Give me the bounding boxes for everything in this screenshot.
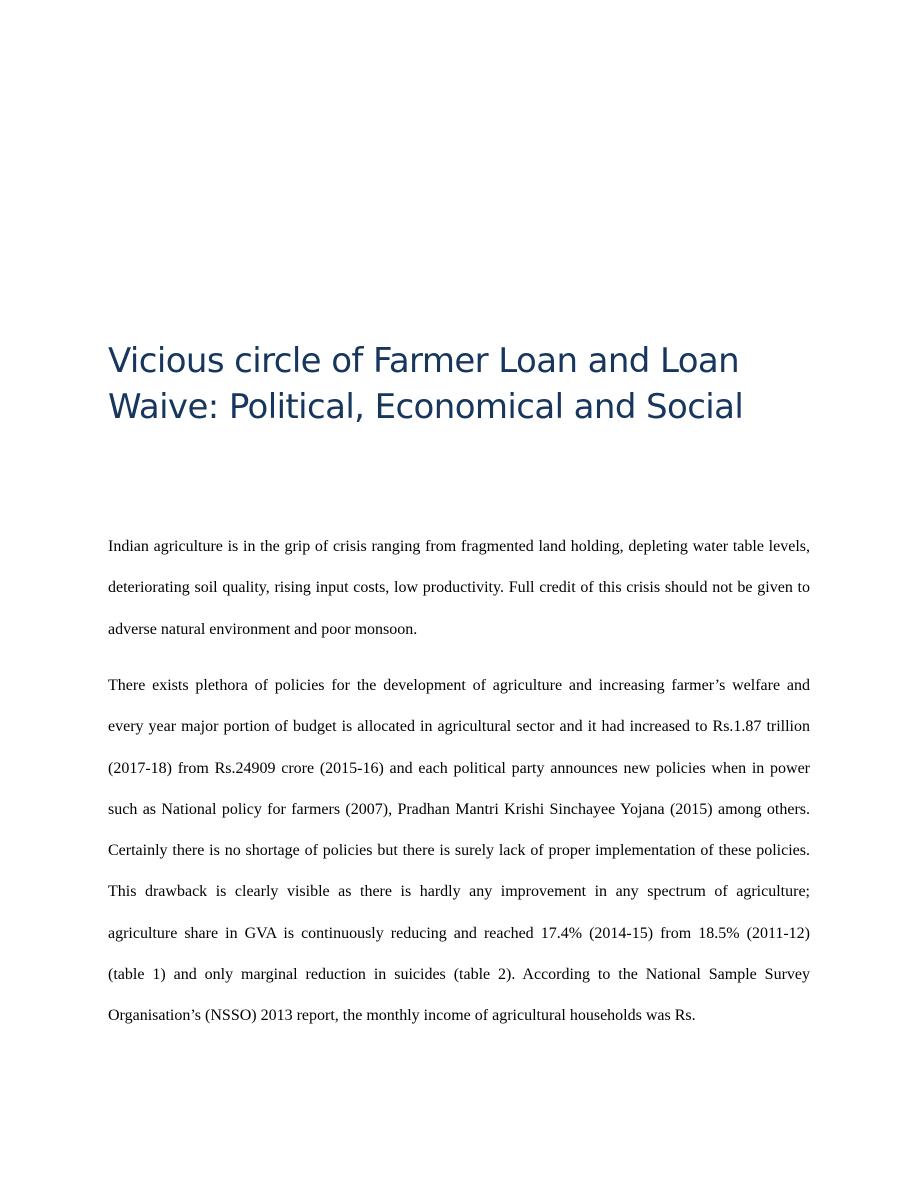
paragraph-policies: There exists plethora of policies for the development of agriculture and increasing farmer’s welfare and every year major portion of budget is allocated in agricultural sector and it had increased to Rs.1.87 trillion (2017-18) from Rs.24909 crore (2015-16) and each political party announces new policies when in power such as National policy for farmers (2007), Pradhan Mantri Krishi Sinchayee Yojana (2015) among others. Certainly there is no shortage of policies but there is surely lack of proper implementation of these policies. This drawback is clearly visible as there is hardly any improvement in any spectrum of agriculture; agriculture share in GVA is continuously reducing and reached 17.4% (2014-15) from 18.5% (2011-12) (table 1) and only marginal reduction in suicides (table 2). According to the National Sample Survey Organisation’s (NSSO) 2013 report, the monthly income of agricultural households was Rs. xyxy=(108,677,810,1025)
document-title: Vicious circle of Farmer Loan and Loan Waive: Political, Economical and Social xyxy=(108,341,744,427)
paragraph-intro: Indian agriculture is in the grip of crisis ranging from fragmented land holding, depleting water table levels, deteriorating soil quality, rising input costs, low productivity. Full credit of this crisis should not be given to adverse natural environment and poor monsoon. xyxy=(108,538,810,638)
